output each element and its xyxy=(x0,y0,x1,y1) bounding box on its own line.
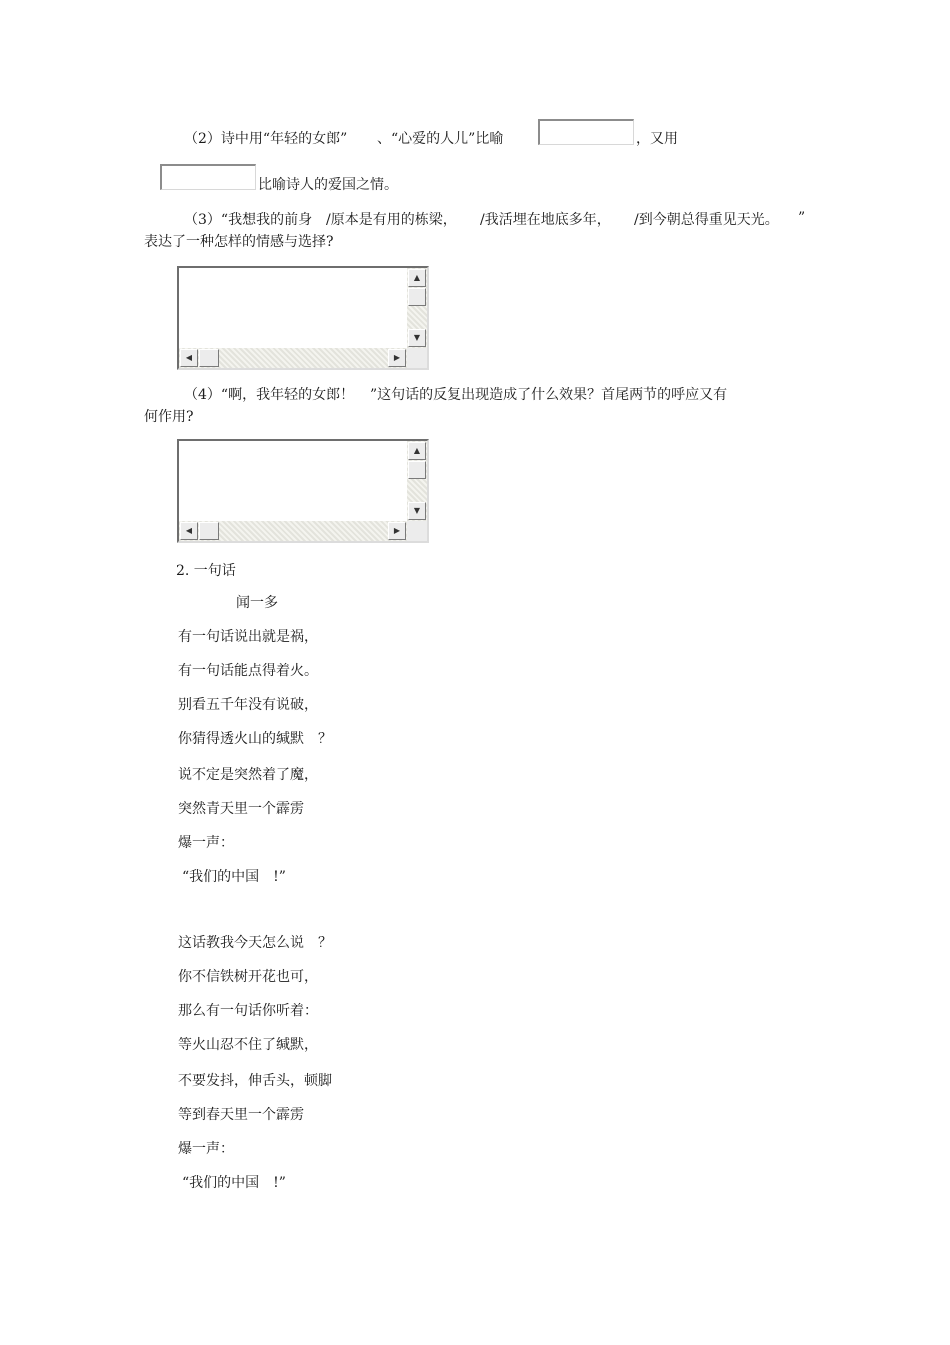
scroll-right-icon[interactable]: ▶ xyxy=(388,522,406,540)
poem-line: 爆一声： xyxy=(178,1141,234,1157)
scroll-left-icon[interactable]: ◀ xyxy=(180,522,198,540)
scroll-thumb-horizontal[interactable] xyxy=(199,349,219,367)
scroll-down-icon[interactable]: ▼ xyxy=(408,502,426,520)
poem-heading: 2. 一句话 xyxy=(176,563,236,579)
poem-line: 有一句话能点得着火。 xyxy=(178,663,318,679)
poem-line: 说不定是突然着了魔， xyxy=(178,767,318,783)
poem-line: 等到春天里一个霹雳 xyxy=(178,1107,304,1123)
poem-line: 你猜得透火山的缄默 ？ xyxy=(178,731,332,747)
q3-text-line2: 表达了一种怎样的情感与选择? xyxy=(144,234,334,250)
q3-text-seg1: （3）“我想我的前身 xyxy=(184,212,313,228)
scroll-up-icon[interactable]: ▲ xyxy=(408,269,426,287)
q4-text-part2: ”这句话的反复出现造成了什么效果？首尾两节的呼应又有 xyxy=(370,387,728,403)
q4-text-part1: （4）“啊，我年轻的女郎！ xyxy=(184,387,355,403)
horizontal-scrollbar[interactable] xyxy=(179,348,407,368)
q2-text-part2: 、“心爱的人儿”比喻 xyxy=(377,131,504,147)
scroll-left-icon[interactable]: ◀ xyxy=(180,349,198,367)
q4-answer-textarea[interactable] xyxy=(177,439,429,543)
poem-line: 你不信铁树开花也可， xyxy=(178,969,318,985)
poem-line: 有一句话说出就是祸， xyxy=(178,629,318,645)
scroll-thumb-horizontal[interactable] xyxy=(199,522,219,540)
q3-text-seg3: /我活埋在地底多年， xyxy=(480,212,611,228)
q2-text-part1: （2）诗中用“年轻的女郎” xyxy=(184,131,348,147)
q3-answer-textarea[interactable] xyxy=(177,266,429,370)
scroll-down-icon[interactable]: ▼ xyxy=(408,329,426,347)
scrollbar-corner xyxy=(407,348,427,368)
q3-text-seg4: /到今朝总得重见天光。 xyxy=(634,212,779,228)
q2-text-part4: 比喻诗人的爱国之情。 xyxy=(258,177,398,193)
horizontal-scrollbar[interactable] xyxy=(179,521,407,541)
scroll-thumb[interactable] xyxy=(408,288,426,306)
poem-line: “我们的中国 !” xyxy=(182,869,286,885)
poem-line: 那么有一句话你听着： xyxy=(178,1003,318,1019)
poem-line: 这话教我今天怎么说 ？ xyxy=(178,935,332,951)
q3-text-seg2: /原本是有用的栋梁， xyxy=(326,212,457,228)
scroll-right-icon[interactable]: ▶ xyxy=(388,349,406,367)
scroll-up-icon[interactable]: ▲ xyxy=(408,442,426,460)
q2-answer-field-2[interactable] xyxy=(160,164,256,190)
q4-text-line2: 何作用? xyxy=(144,409,194,425)
poem-line: “我们的中国 !” xyxy=(182,1175,286,1191)
vertical-scrollbar[interactable] xyxy=(407,268,427,348)
poem-author: 闻一多 xyxy=(236,595,278,611)
scroll-thumb[interactable] xyxy=(408,461,426,479)
poem-line: 突然青天里一个霹雳 xyxy=(178,801,304,817)
q2-text-part3: ，又用 xyxy=(636,131,678,147)
q3-text-seg5: ” xyxy=(798,210,806,226)
poem-line: 别看五千年没有说破， xyxy=(178,697,318,713)
poem-line: 爆一声： xyxy=(178,835,234,851)
poem-line: 等火山忍不住了缄默， xyxy=(178,1037,318,1053)
vertical-scrollbar[interactable] xyxy=(407,441,427,521)
scrollbar-corner xyxy=(407,521,427,541)
poem-line: 不要发抖，伸舌头，顿脚 xyxy=(178,1073,332,1089)
q2-answer-field-1[interactable] xyxy=(538,119,634,145)
